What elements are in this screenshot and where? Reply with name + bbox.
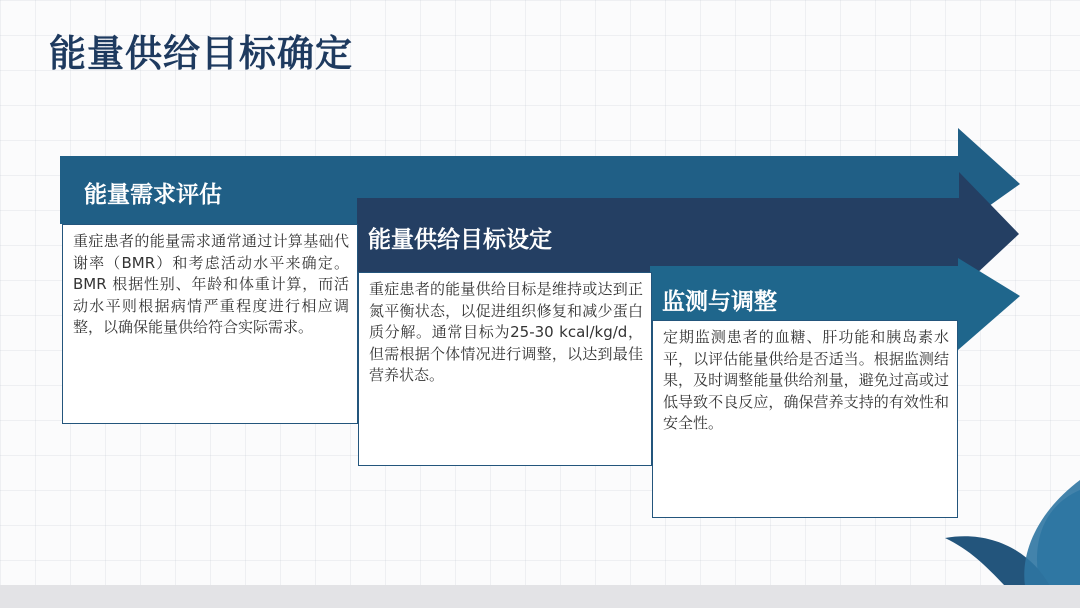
slide-title: 能量供给目标确定 <box>49 32 353 75</box>
step-1-description: 重症患者的能量需求通常通过计算基础代谢率（BMR）和考虑活动水平来确定。BMR 根据性别、年龄和体重计算，而活动水平则根据病情严重程度进行相应调整，以确保能量供给符合实际需求。 <box>62 224 358 424</box>
step-3-heading: 监测与调整 <box>662 289 777 315</box>
step-2-heading: 能量供给目标设定 <box>368 227 552 253</box>
footer-bar <box>0 585 1080 608</box>
step-2-description: 重症患者的能量供给目标是维持或达到正氮平衡状态，以促进组织修复和减少蛋白质分解。通常目标为25-30 kcal/kg/d，但需根据个体情况进行调整，以达到最佳营养状态。 <box>358 272 652 466</box>
step-3-description: 定期监测患者的血糖、肝功能和胰岛素水平，以评估能量供给是否适当。根据监测结果，及时调整能量供给剂量，避免过高或过低导致不良反应，确保营养支持的有效性和安全性。 <box>652 320 958 518</box>
decorative-leaf-graphic <box>945 470 1080 586</box>
step-1-heading: 能量需求评估 <box>84 182 222 208</box>
